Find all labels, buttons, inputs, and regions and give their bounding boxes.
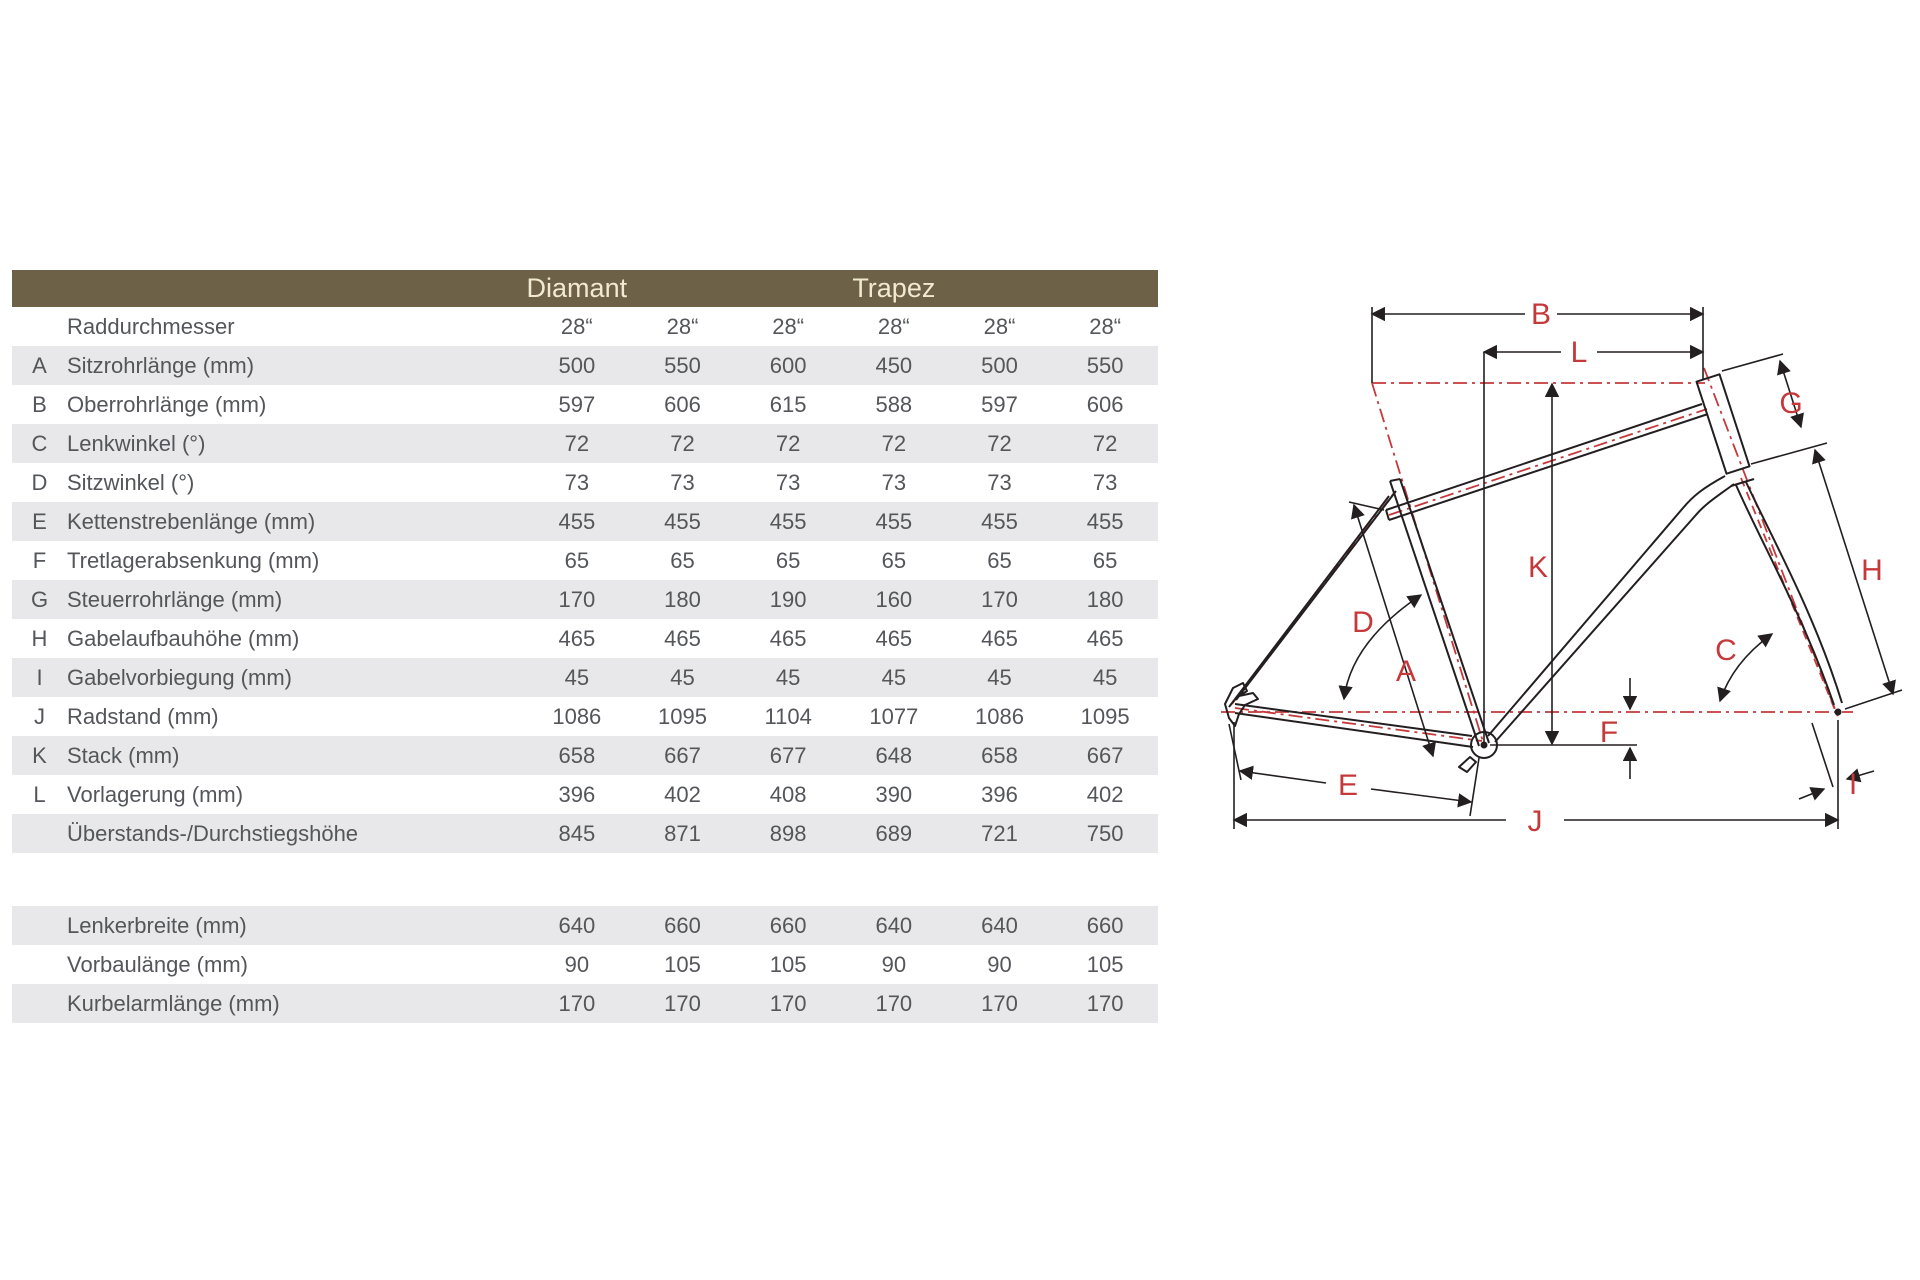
cell-value: 45	[670, 664, 695, 690]
row-label: Lenkerbreite (mm)	[67, 912, 247, 938]
cell-value: 871	[664, 820, 701, 846]
cell-value: 677	[769, 742, 807, 768]
cell-value: 455	[558, 508, 596, 534]
row-letter: E	[32, 508, 47, 534]
cell-value: 588	[875, 391, 913, 417]
table-row	[12, 945, 1158, 984]
cell-value: 28“	[666, 313, 699, 339]
row-letter: D	[31, 469, 48, 495]
cell-value: 45	[987, 664, 1012, 690]
cell-value: 606	[1086, 391, 1124, 417]
cell-value: 105	[769, 951, 807, 977]
cell-value: 396	[558, 781, 596, 807]
frame-geometry-diagram	[1205, 280, 1905, 840]
cell-value: 73	[670, 469, 695, 495]
table-section-gap	[12, 853, 1158, 906]
cell-value: 658	[558, 742, 596, 768]
cell-value: 402	[1086, 781, 1124, 807]
cell-value: 390	[875, 781, 913, 807]
cell-value: 898	[769, 820, 807, 846]
cell-value: 90	[881, 951, 907, 977]
cell-value: 597	[558, 391, 596, 417]
cell-value: 28“	[877, 313, 910, 339]
cell-value: 45	[775, 664, 801, 690]
cell-value: 65	[987, 547, 1012, 573]
cell-value: 465	[664, 625, 701, 651]
row-label: Gabelvorbiegung (mm)	[67, 664, 292, 690]
row-label: Oberrohrlänge (mm)	[67, 391, 267, 417]
cell-value: 750	[1086, 820, 1124, 846]
cell-value: 160	[875, 586, 913, 612]
table-row	[12, 346, 1158, 385]
cell-value: 170	[981, 586, 1018, 612]
cell-value: 180	[664, 586, 701, 612]
cell-value: 45	[564, 664, 590, 690]
cell-value: 65	[881, 547, 907, 573]
dimension-lines	[1229, 307, 1902, 829]
cell-value: 72	[564, 430, 590, 456]
row-label: Kurbelarmlänge (mm)	[67, 990, 280, 1016]
cell-value: 180	[1086, 586, 1124, 612]
cell-value: 90	[987, 951, 1012, 977]
row-label: Tretlagerabsenkung (mm)	[67, 547, 320, 573]
cell-value: 65	[1092, 547, 1118, 573]
row-letter: C	[31, 430, 48, 456]
cell-value: 402	[664, 781, 701, 807]
cell-value: 73	[564, 469, 590, 495]
row-label: Vorbaulänge (mm)	[67, 951, 248, 977]
cell-value: 170	[1086, 990, 1124, 1016]
cell-value: 465	[558, 625, 596, 651]
cell-value: 65	[564, 547, 590, 573]
cell-value: 1104	[764, 703, 812, 729]
row-letter: I	[36, 664, 43, 690]
cell-value: 500	[558, 352, 596, 378]
table-row	[12, 906, 1158, 945]
dim-label-C: C	[1715, 634, 1737, 667]
cell-value: 640	[981, 912, 1018, 938]
cell-value: 72	[1092, 430, 1118, 456]
dim-label-F: F	[1599, 716, 1619, 749]
cell-value: 667	[1086, 742, 1124, 768]
cell-value: 170	[558, 586, 596, 612]
column-group-diamant: Diamant	[526, 273, 628, 303]
cell-value: 72	[987, 430, 1012, 456]
cell-value: 65	[775, 547, 801, 573]
cell-value: 408	[769, 781, 807, 807]
cell-value: 1095	[658, 703, 707, 729]
row-label: Steuerrohrlänge (mm)	[67, 586, 283, 612]
cell-value: 170	[769, 990, 807, 1016]
cell-value: 660	[1086, 912, 1124, 938]
cell-value: 660	[664, 912, 701, 938]
cell-value: 170	[981, 990, 1018, 1016]
row-letter: G	[30, 586, 49, 612]
row-label: Sitzwinkel (°)	[67, 469, 195, 495]
table-row	[12, 580, 1158, 619]
cell-value: 1086	[552, 703, 602, 729]
cell-value: 28“	[1089, 313, 1122, 339]
cell-value: 45	[881, 664, 907, 690]
dim-label-L: L	[1570, 336, 1588, 369]
table-row	[12, 658, 1158, 697]
row-label: Radstand (mm)	[67, 703, 219, 729]
table-row	[12, 502, 1158, 541]
cell-value: 105	[1086, 951, 1124, 977]
cell-value: 450	[875, 352, 913, 378]
row-label: Vorlagerung (mm)	[67, 781, 244, 807]
cell-value: 600	[769, 352, 807, 378]
column-group-trapez: Trapez	[852, 273, 936, 303]
cell-value: 455	[664, 508, 701, 534]
cell-value: 455	[981, 508, 1018, 534]
cell-value: 640	[558, 912, 596, 938]
cell-value: 660	[769, 912, 807, 938]
dim-label-K: K	[1527, 551, 1549, 584]
table-row	[12, 541, 1158, 580]
dim-label-H: H	[1861, 554, 1883, 587]
cell-value: 72	[775, 430, 801, 456]
table-row	[12, 307, 1158, 346]
cell-value: 455	[769, 508, 807, 534]
row-letter: A	[32, 352, 47, 378]
cell-value: 73	[881, 469, 907, 495]
cell-value: 845	[558, 820, 596, 846]
cell-value: 28“	[983, 313, 1016, 339]
table-row	[12, 463, 1158, 502]
table-extra-rows	[12, 906, 1158, 1023]
cell-value: 550	[1086, 352, 1124, 378]
cell-value: 615	[769, 391, 807, 417]
row-letter: K	[32, 742, 47, 768]
cell-value: 658	[981, 742, 1018, 768]
row-label: Stack (mm)	[67, 742, 180, 768]
cell-value: 640	[875, 912, 913, 938]
cell-value: 500	[981, 352, 1018, 378]
cell-value: 72	[881, 430, 907, 456]
cell-value: 396	[981, 781, 1018, 807]
cell-value: 465	[981, 625, 1018, 651]
cell-value: 72	[670, 430, 695, 456]
row-letter: J	[34, 703, 45, 729]
cell-value: 45	[1092, 664, 1118, 690]
table-header-bar	[12, 270, 1158, 307]
row-letter: B	[32, 391, 47, 417]
row-label: Sitzrohrlänge (mm)	[67, 352, 255, 378]
row-letter: H	[31, 625, 48, 651]
dim-label-I: I	[1848, 768, 1858, 801]
cell-value: 28“	[772, 313, 805, 339]
dim-label-E: E	[1337, 769, 1359, 802]
cell-value: 648	[875, 742, 913, 768]
cell-value: 65	[670, 547, 695, 573]
dim-label-A: A	[1395, 655, 1417, 688]
cell-value: 190	[769, 586, 807, 612]
cell-value: 73	[1092, 469, 1118, 495]
cell-value: 465	[875, 625, 913, 651]
table-row	[12, 775, 1158, 814]
table-main-rows	[12, 307, 1158, 853]
cell-value: 465	[1086, 625, 1124, 651]
table-row	[12, 619, 1158, 658]
cell-value: 550	[664, 352, 701, 378]
geometry-table	[12, 270, 1158, 1023]
cell-value: 170	[558, 990, 596, 1016]
cell-value: 721	[981, 820, 1018, 846]
cell-value: 90	[564, 951, 590, 977]
row-label: Kettenstrebenlänge (mm)	[67, 508, 316, 534]
cell-value: 689	[875, 820, 913, 846]
cell-value: 1095	[1080, 703, 1130, 729]
cell-value: 667	[664, 742, 701, 768]
row-label: Raddurchmesser	[67, 313, 235, 339]
cell-value: 73	[775, 469, 801, 495]
cell-value: 73	[987, 469, 1012, 495]
dim-label-B: B	[1530, 298, 1552, 331]
table-row	[12, 424, 1158, 463]
row-label: Gabelaufbauhöhe (mm)	[67, 625, 300, 651]
row-label: Lenkwinkel (°)	[67, 430, 206, 456]
row-letter: F	[32, 547, 47, 573]
cell-value: 606	[664, 391, 701, 417]
cell-value: 170	[875, 990, 913, 1016]
table-row	[12, 984, 1158, 1023]
dim-label-G: G	[1779, 387, 1803, 420]
table-row	[12, 385, 1158, 424]
cell-value: 455	[1086, 508, 1124, 534]
cell-value: 1077	[869, 703, 919, 729]
dim-label-J: J	[1527, 805, 1543, 838]
cell-value: 455	[875, 508, 913, 534]
cell-value: 105	[664, 951, 701, 977]
table-row	[12, 697, 1158, 736]
row-label: Überstands-/Durchstiegshöhe	[67, 820, 359, 846]
cell-value: 170	[664, 990, 701, 1016]
cell-value: 597	[981, 391, 1018, 417]
table-row	[12, 814, 1158, 853]
table-row	[12, 736, 1158, 775]
row-letter: L	[33, 781, 46, 807]
cell-value: 465	[769, 625, 807, 651]
cell-value: 28“	[560, 313, 593, 339]
cell-value: 1086	[975, 703, 1024, 729]
dim-label-D: D	[1352, 606, 1374, 639]
